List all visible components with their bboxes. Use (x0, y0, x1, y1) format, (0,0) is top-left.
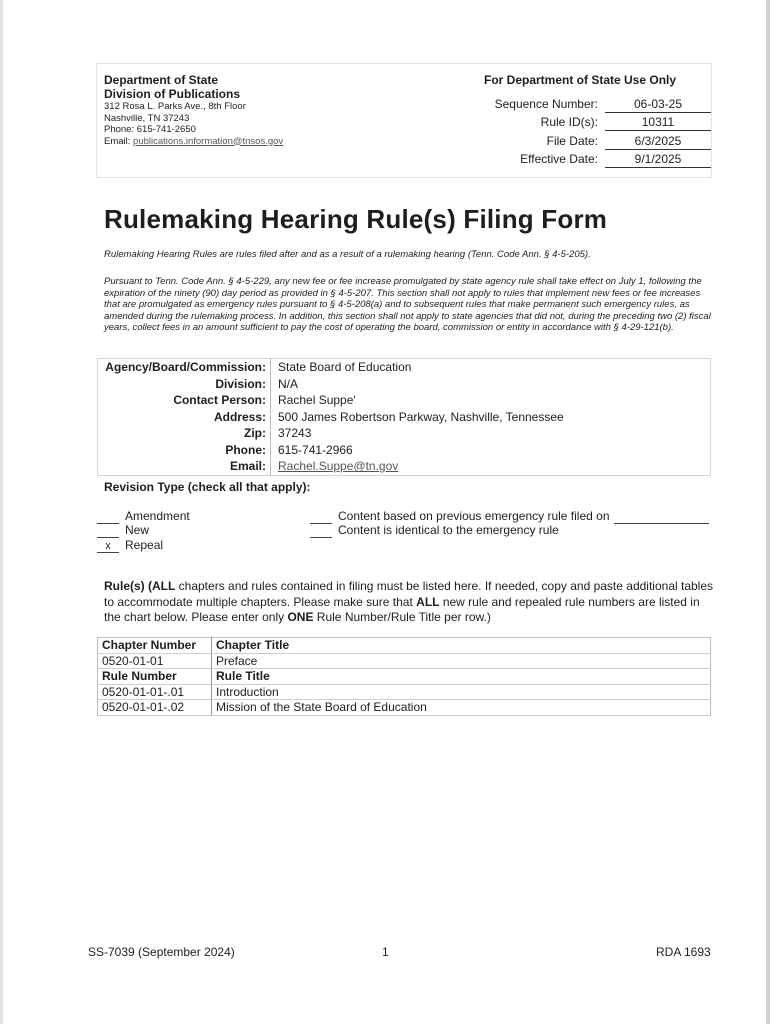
revision-type-title: Revision Type (check all that apply): (104, 480, 311, 494)
rules-note-all-2: ALL (416, 594, 440, 609)
zip-value: 37243 (278, 426, 312, 441)
emergency-identical-checkbox[interactable] (310, 525, 332, 538)
phone-value: 615-741-2966 (278, 442, 353, 457)
repeal-option[interactable] (97, 537, 163, 553)
sequence-number-label: Sequence Number: (494, 97, 598, 111)
zip-row (98, 425, 711, 442)
rule-id-value: 10311 (605, 115, 711, 131)
email-label: Email: (98, 458, 271, 475)
agency-row (98, 359, 711, 376)
amendment-label: Amendment (125, 509, 190, 523)
table-row (98, 700, 711, 716)
rules-note-text-2: new rule and repealed rule numbers are listed in the chart below. Please enter only (104, 594, 700, 624)
rule-number-header: Rule Number (98, 669, 212, 685)
rules-note-lead: Rule(s) ( (104, 579, 152, 593)
effective-date-label: Effective Date: (520, 152, 598, 166)
rule-number-cell: 0520-01-01-.01 (98, 684, 212, 700)
chapter-number-cell: 0520-01-01 (98, 653, 212, 669)
dept-city: Nashville, TN 37243 (104, 112, 190, 124)
chapter-table (97, 637, 711, 716)
effective-date-row (460, 152, 712, 170)
emergency-identical-option[interactable] (310, 522, 559, 538)
sequence-number-value: 06-03-25 (605, 97, 711, 113)
rules-instructions (104, 579, 714, 626)
rules-note-one: ONE (287, 610, 314, 624)
zip-label: Zip: (98, 425, 271, 442)
scan-edge-right (766, 0, 770, 1024)
chapter-title-cell: Preface (212, 653, 711, 669)
footer-rda: RDA 1693 (656, 945, 711, 959)
repeal-label: Repeal (125, 538, 164, 552)
form-title: Rulemaking Hearing Rule(s) Filing Form (104, 204, 608, 234)
fee-paragraph: Pursuant to Tenn. Code Ann. § 4-5-229, any new fee or fee increase promulgated by state agency rule shall take effect on July 1, following the expiration of the ninety (90) day period as provided in § 4-5-207. This section shall not apply to rules that implement new fees or fee increases that are promulgated as emergency rules pursuant to § 4-5-208(a) and to subsequent rules that make permanent such emergency rules, as amended during the rulemaking process. In addition, this section shall not apply to state agencies that did not, during the preceding two (2) fiscal years, collect fees in an amount sufficient to pay the cost of operating the board, commission or entity in accordance with § 4-29-121(b). (104, 276, 711, 334)
division-value: N/A (278, 376, 299, 391)
email-link[interactable]: Rachel.Suppe@tn.gov (278, 459, 399, 474)
agency-value: State Board of Education (278, 360, 412, 375)
division-row (98, 376, 711, 393)
dept-email-line (104, 136, 404, 148)
dept-block (104, 73, 404, 147)
address-row (98, 409, 711, 426)
rule-title-cell: Mission of the State Board of Education (212, 700, 711, 716)
new-option[interactable] (97, 522, 149, 538)
dept-phone: Phone: 615-741-2650 (104, 124, 196, 135)
use-only-title: For Department of State Use Only (484, 73, 677, 87)
rule-id-label: Rule ID(s): (540, 115, 598, 129)
chapter-header-row (98, 638, 711, 654)
rule-title-cell: Introduction (212, 684, 711, 700)
file-date-label: File Date: (546, 134, 598, 148)
table-row (98, 684, 711, 700)
repeal-checkbox[interactable]: x (97, 540, 119, 553)
email-row (98, 458, 711, 475)
agency-table (97, 358, 711, 476)
contact-label: Contact Person: (98, 392, 271, 409)
footer-form-id: SS-7039 (September 2024) (88, 945, 235, 959)
file-date-value: 6/3/2025 (605, 134, 711, 150)
rule-header-row (98, 669, 711, 685)
dept-email-label: Email: (104, 135, 131, 147)
table-row (98, 653, 711, 669)
form-intro: Rulemaking Hearing Rules are rules filed after and as a result of a rulemaking hearing (Tenn. Code Ann. § 4-5-205). (104, 249, 591, 260)
rule-title-header: Rule Title (212, 669, 711, 685)
rules-note-text-3: Rule Number/Rule Title per row.) (313, 610, 491, 624)
address-label: Address: (98, 409, 271, 426)
rules-note-text-1: chapters and rules contained in filing must be listed here. If needed, copy and paste additional tables to accommodate multiple chapters. Please make sure that (104, 579, 714, 609)
footer-page-number: 1 (382, 945, 389, 959)
agency-label: Agency/Board/Commission: (98, 359, 271, 376)
file-date-row (460, 134, 712, 152)
emergency-based-label: Content based on previous emergency rule filed on (338, 509, 610, 523)
contact-row (98, 392, 711, 409)
dept-address: 312 Rosa L. Parks Ave., 8th Floor (104, 101, 246, 112)
effective-date-value: 9/1/2025 (605, 152, 711, 168)
contact-value: Rachel Suppe' (278, 393, 356, 408)
chapter-title-header: Chapter Title (212, 638, 711, 654)
rules-note-all-1: ALL (152, 579, 176, 593)
new-label: New (125, 523, 150, 537)
phone-row (98, 442, 711, 459)
division-name: Division of Publications (104, 87, 241, 101)
address-value: 500 James Robertson Parkway, Nashville, Tennessee (278, 409, 564, 424)
scan-edge-left (0, 0, 3, 1024)
email-value-cell (271, 458, 711, 475)
emergency-identical-label: Content is identical to the emergency rule (338, 523, 559, 537)
dept-email-link[interactable]: publications.information@tnsos.gov (133, 135, 284, 147)
chapter-number-header: Chapter Number (98, 638, 212, 654)
emergency-date-field[interactable] (614, 511, 709, 524)
division-label: Division: (98, 376, 271, 393)
dept-name: Department of State (104, 73, 219, 87)
rule-number-cell: 0520-01-01-.02 (98, 700, 212, 716)
phone-label: Phone: (98, 442, 271, 459)
rule-id-row (460, 115, 712, 133)
sequence-number-row (460, 97, 712, 115)
